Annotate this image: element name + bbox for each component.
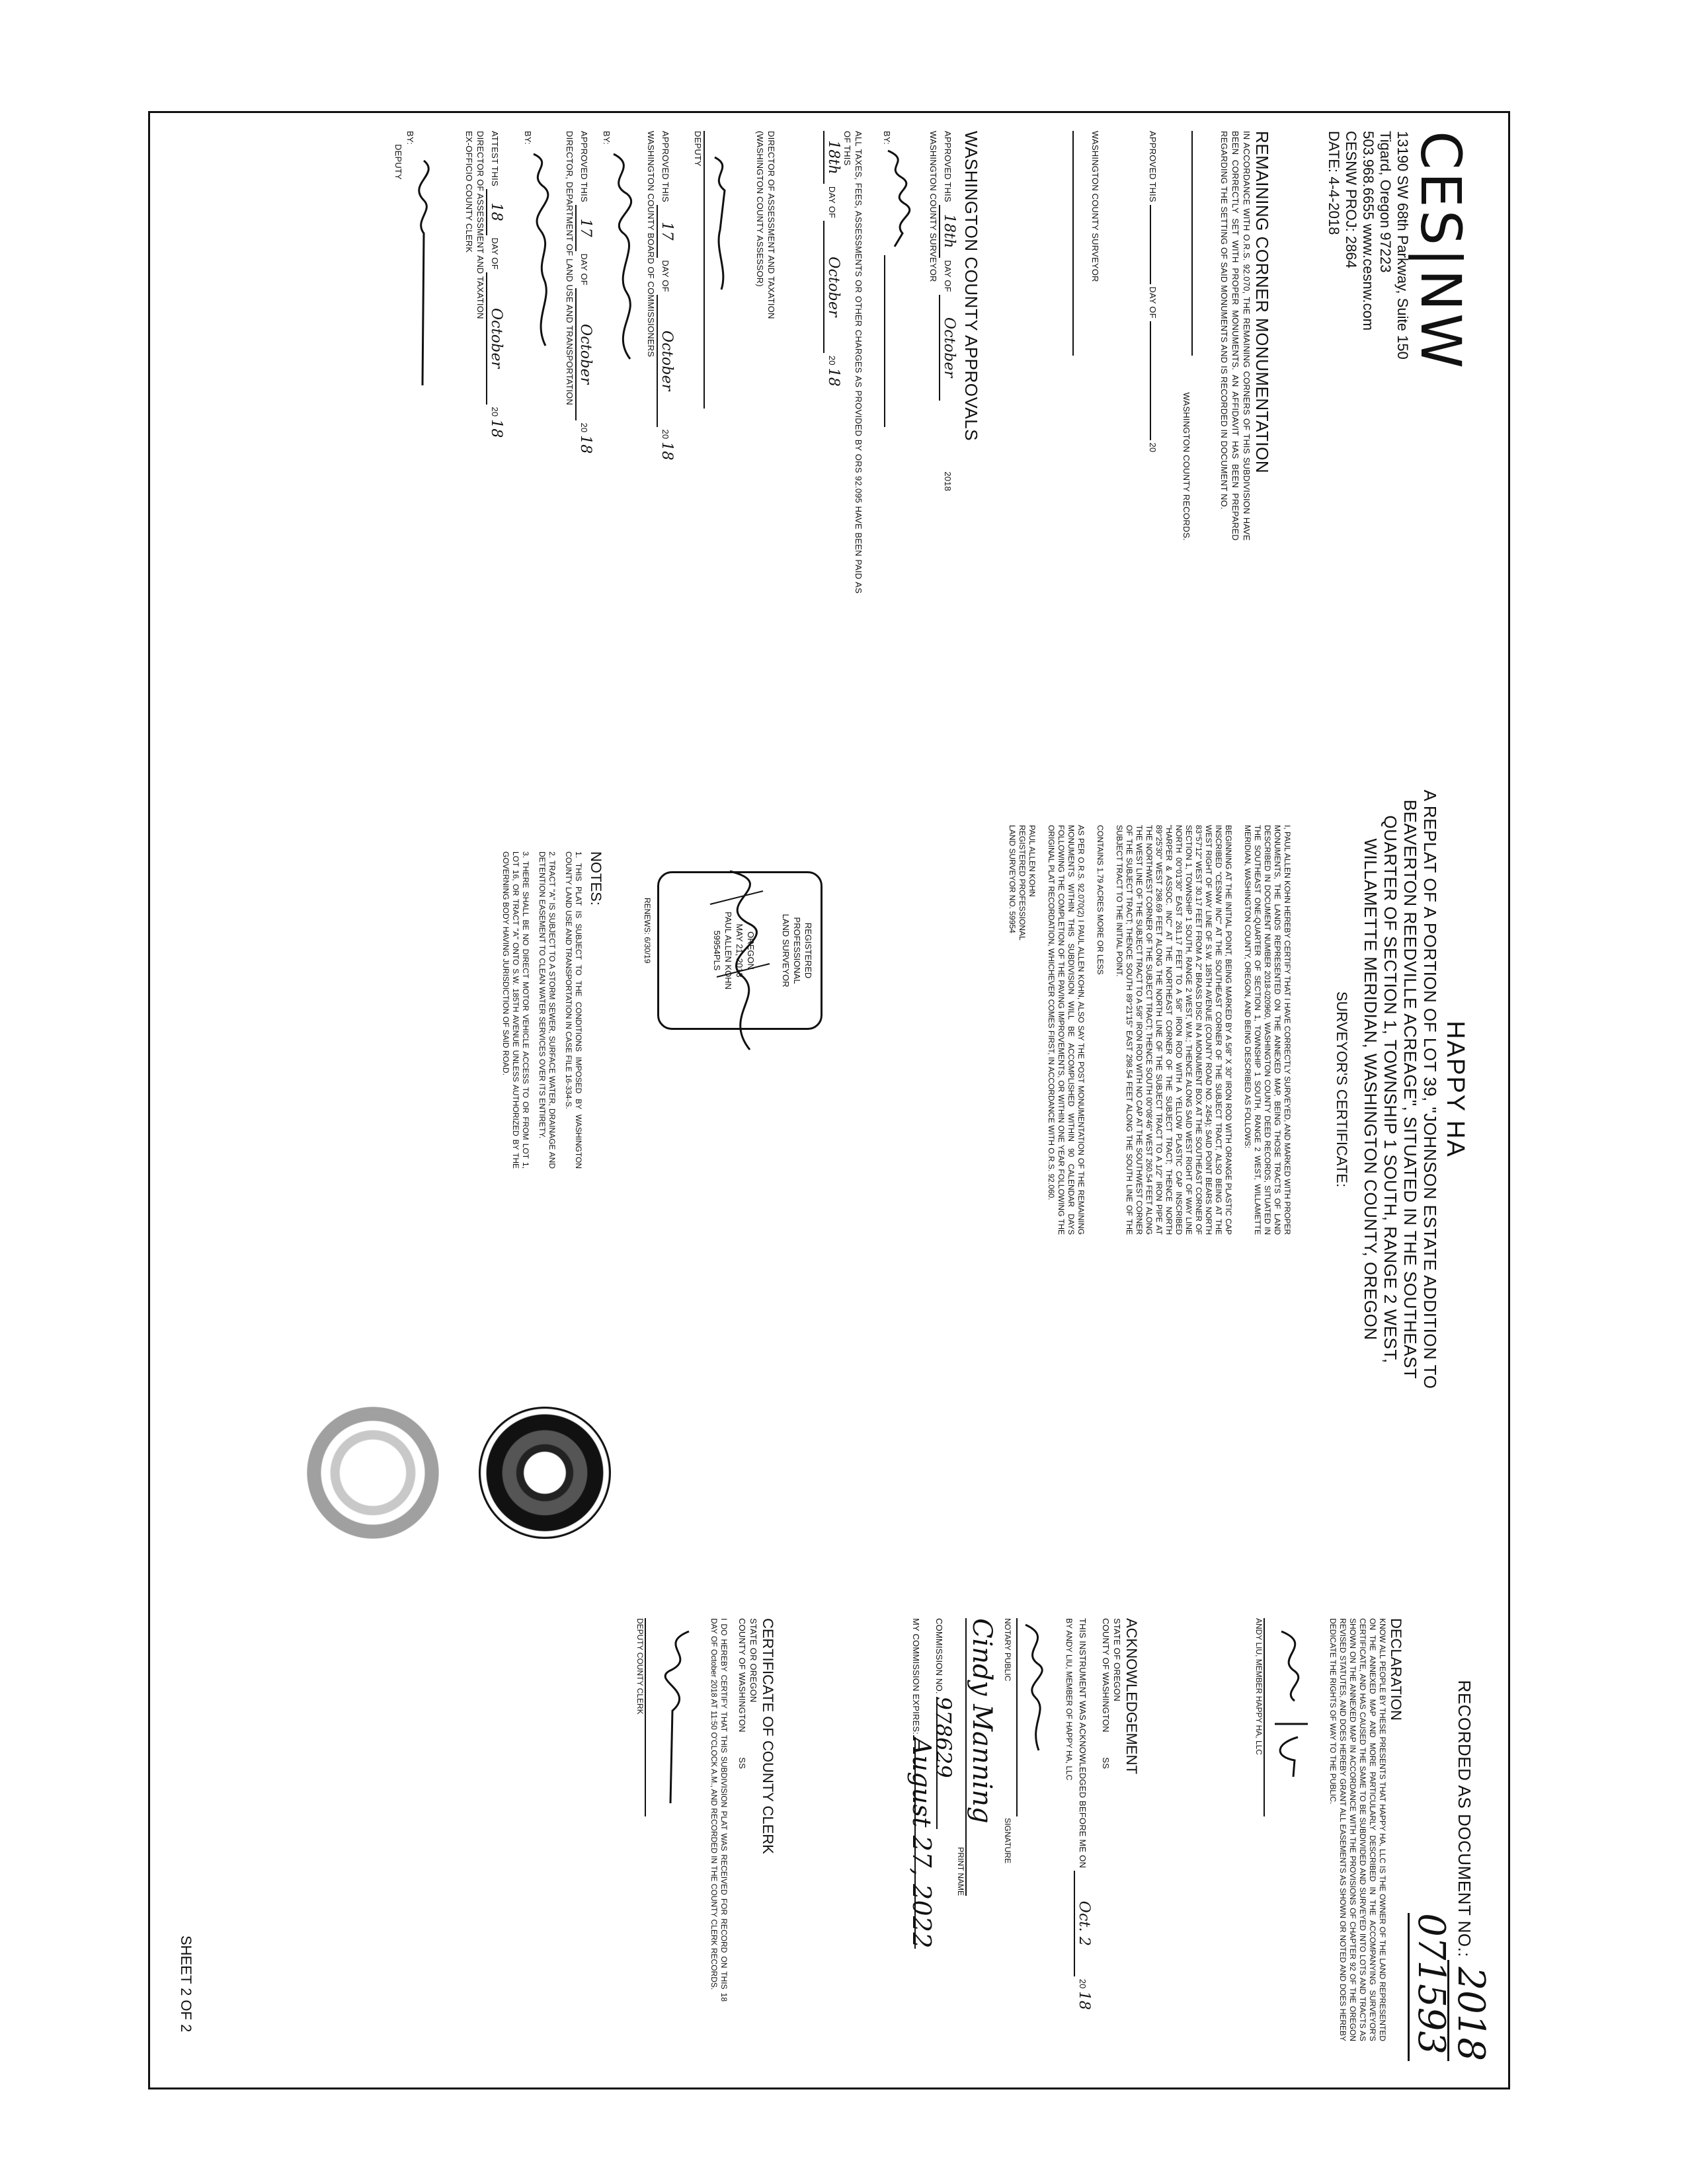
document-no-line [1191, 131, 1193, 356]
owner-signature [1268, 1618, 1321, 1830]
board-day: 17 [657, 205, 675, 258]
declaration-section [1254, 1618, 1404, 2041]
day-of-label: DAY OF [490, 237, 500, 270]
stamp-line-7: 59954PLS [712, 930, 722, 971]
day-of-label: DAY OF [943, 260, 953, 292]
year-prefix: 20 [827, 355, 837, 366]
clerk-deputy-signature [404, 147, 444, 425]
county-surveyor-label-2: WASHINGTON COUNTY SURVEYOR [928, 131, 938, 282]
acknowledgement-section [907, 1618, 1140, 2041]
taxes-year: 18 [825, 368, 842, 387]
clerk-title: CERTIFICATE OF COUNTY CLERK [760, 1618, 776, 1854]
day-of-label: DAY OF [579, 253, 589, 286]
taxes-day: 18th [823, 131, 842, 184]
surveyor-title-1: REGISTERED PROFESSIONAL [1018, 825, 1027, 941]
surveyor-cert-p3: AS PER O.R.S. 92.070(2) I PAUL ALLEN KOHN, ALSO SAY THE POST MONUMENTATION OF THE REMAINING MONUMENTS WITHIN THIS SUBDIVISION WILL BE ACCOMPLISHED WITHIN 90 CALENDAR DAYS FOLLOWING THE COMPLETION OF THE PAVING IMPROVEMENTS, OR WITHIN ONE YEAR FOLLOWING THE ORIGINAL PLAT RECORDATION, WHICHEVER COMES FIRST, IN ACCORDANCE WITH O.R.S. 92.060. [1047, 825, 1086, 1235]
surveyor-stamp-signature [697, 865, 789, 1063]
clerk-state: STATE OR OREGON [748, 1618, 758, 1703]
sheet-number: SHEET 2 OF 2 [178, 1935, 194, 2033]
recorded-number: 2018 071593 [1408, 1913, 1492, 2061]
surveyor-title-2: LAND SURVEYOR NO. 59954 [1008, 825, 1017, 933]
clerk-county: COUNTY OF WASHINGTON [737, 1618, 747, 1733]
recorded-block [1411, 1612, 1490, 2061]
rotated-sheet [148, 111, 1510, 2089]
stamp-line-1: REGISTERED [803, 922, 813, 979]
year-prefix: 20 [1148, 442, 1158, 453]
firm-block [1325, 131, 1473, 501]
signature-label: SIGNATURE [1003, 1818, 1012, 1864]
stamp-renews: RENEWS: 6/30/19 [643, 898, 652, 964]
commission-expires: August 27, 2022 [907, 1736, 936, 1949]
approval-year: 2018 [943, 471, 953, 492]
notes-section [501, 851, 604, 1169]
plat-description-1: A REPLAT OF A PORTION OF LOT 39, "JOHNSON ESTATE ADDITION TO [1420, 789, 1440, 1389]
day-of-label: DAY OF [827, 186, 837, 219]
deputy-label-2: DEPUTY [393, 144, 403, 180]
board-label: WASHINGTON COUNTY BOARD OF COMMISSIONERS [646, 131, 656, 358]
firm-address-2: Tigard, Oregon 97223 [1377, 131, 1394, 273]
director-at-label: DIRECTOR OF ASSESSMENT AND TAXATION [475, 131, 485, 319]
commission-expires-label: MY COMMISSION EXPIRES: [911, 1618, 921, 1735]
approval-day: 18th [939, 205, 957, 258]
plat-name: HAPPY HA [1441, 1021, 1469, 1158]
remaining-corner-records: WASHINGTON COUNTY RECORDS. [1182, 392, 1191, 541]
recorded-label: RECORDED AS DOCUMENT NO.: [1455, 1680, 1474, 1958]
notary-signature [1012, 1618, 1059, 1816]
board-year: 18 [659, 442, 675, 461]
notary-public-label: NOTARY PUBLIC [1003, 1618, 1012, 1682]
firm-logo: CES|NW [1408, 131, 1473, 371]
board-month: October [657, 295, 675, 427]
declaration-signer: ANDY LIU, MEMBER HAPPY HA, LLC [1254, 1618, 1264, 1755]
ack-by: BY ANDY LIU, MEMBER OF HAPPY HA, LLC [1064, 1618, 1074, 1781]
stamp-line-5: MAY 21, 2013 [735, 923, 744, 978]
clerk-text: I DO HEREBY CERTIFY THAT THIS SUBDIVISION PLAT WAS RECEIVED FOR RECORD ON THIS 18 DAY OF October 2018 AT 11:50 O'CLOCK A.M., AND RECORDED IN THE COUNTY CLERK RECORDS. [709, 1618, 729, 2002]
attest-month: October [486, 272, 504, 405]
firm-phone-web: 503.968.6655 www.cesnw.com [1360, 131, 1377, 331]
surveyor-cert-contains: CONTAINS 1.79 ACRES MORE OR LESS [1096, 825, 1105, 975]
ack-year-prefix: 20 [1078, 1978, 1088, 1989]
stamp-line-6: PAUL ALLEN KOHN [723, 912, 733, 990]
surveyor-name: PAUL ALLEN KOHN [1027, 825, 1037, 897]
remaining-corner-section [1090, 131, 1272, 541]
notary-seal [479, 1407, 611, 1539]
stamp-line-4: OREGON [746, 931, 756, 970]
attest-label: ATTEST THIS [490, 131, 500, 186]
county-approvals-title: WASHINGTON COUNTY APPROVALS [961, 131, 981, 442]
surveyor-sign-line [1072, 131, 1074, 356]
attest-year: 18 [488, 419, 504, 438]
taxes-paid-text: ALL TAXES, FEES, ASSESSMENTS OR OTHER CHARGES AS PROVIDED BY ORS 92.095 HAVE BEEN PAID AS OF THIS [842, 131, 863, 594]
stamp-line-3: LAND SURVEYOR [781, 914, 791, 988]
director-lut-label: DIRECTOR, DEPARTMENT OF LAND USE AND TRANSPORTATION [565, 131, 575, 405]
surveyor-certificate [1007, 825, 1292, 1235]
firm-date: DATE: 4-4-2018 [1326, 131, 1342, 235]
note-3: 3. THERE SHALL BE NO DIRECT MOTOR VEHICLE ACCESS TO OR FROM LOT 1, LOT 16, OR TRACT "A" ONTO S.W. 185TH AVENUE UNLESS AUTHORIZED BY THE GOVERNING BODY HAVING JURISDICTION OF SAID ROAD. [501, 851, 530, 1169]
embossed-seal [307, 1407, 439, 1539]
by-label: BY: [882, 131, 892, 145]
commission-no: 978629 [936, 1697, 949, 1829]
clerk-ss: SS [737, 1757, 747, 1770]
county-approvals-section: WASHINGTON COUNTY APPROVALS APPROVED THIS 18th DAY OF October 2018 WASHINGTON COUNTY SURVEYOR BY: ALL TAXES, FEES, ASSESSMENTS OR OTHER CHARGES AS PROVIDED BY ORS 92.095 HAVE BEEN PAID AS OF THIS 18th DAY OF October 20 18 DIRECTOR OF ASSESSMENT AND TAXATION (WASHINGTON COUNTY ASSESSOR) DEPUTY APPROVED THIS 17 DAY OF October 20 18 WASHINGTON COUNTY BOARD OF COMMISSIONERS BY: APPROVED THIS 17 DAY OF October 20 18 DIRECTOR, DEPARTMENT OF LAND USE AND TRANSPORTATION BY: ATTEST THIS 18 DAY OF October 20 18 DIRECTOR OF ASSESSMENT AND TAXATION EX-OFFICIO COUNTY CLERK BY: DEPUTY [393, 131, 981, 594]
declaration-title: DECLARATION [1388, 1618, 1404, 1721]
assessor-label: (WASHINGTON COUNTY ASSESSOR) [755, 131, 765, 287]
lut-year: 18 [577, 435, 594, 454]
ack-ss: SS [1101, 1757, 1111, 1770]
lut-day: 17 [575, 205, 594, 251]
title-block [1333, 732, 1470, 1446]
remaining-corner-text: IN ACCORDANCE WITH O.R.S. 92.070, THE REMAINING CORNERS OF THIS SUBDIVISION HAVE BEEN CORRECTLY SET WITH PROPER MONUMENTS. AN AFFIDAVIT HAS BEEN PREPARED REGARDING THE SETTING OF SAID MONUMENTS AND IS RECORDED IN DOCUMENT NO. [1219, 131, 1252, 541]
attest-day: 18 [486, 189, 504, 235]
ack-year: 18 [1076, 1991, 1092, 2010]
remaining-corner-title: REMAINING CORNER MONUMENTATION [1252, 131, 1272, 474]
lut-month: October [575, 288, 594, 420]
notes-title: NOTES: [588, 851, 604, 906]
ack-county: COUNTY OF WASHINGTON [1101, 1618, 1111, 1733]
surveyor-cert-p1: I, PAUL ALLEN KOHN HEREBY CERTIFY THAT I HAVE CORRECTLY SURVEYED, AND MARKED WITH PROPER MONUMENTS, THE LANDS REPRESENTED ON THE ANNEXED MAP, BEING THOSE TRACTS OF LAND DESCRIBED IN DOCUMENT NUMBER 2018-020960, WASHINGTON COUNTY DEED RECORDS, SITUATED IN THE SOUTHEAST ONE-QUARTER OF SECTION 1, TOWNSHIP 1 SOUTH, RANGE 2 WEST, WILLAMETTE MERIDIAN, WASHINGTON COUNTY, OREGON, AND BEING DESCRIBED AS FOLLOWS: [1243, 825, 1292, 1235]
county-clerk-section [635, 1618, 776, 2041]
director-assessment-label: DIRECTOR OF ASSESSMENT AND TAXATION [766, 131, 776, 319]
county-surveyor-label: WASHINGTON COUNTY SURVEYOR [1090, 131, 1100, 282]
surveyor-cert-title: SURVEYOR'S CERTIFICATE: [1334, 991, 1350, 1188]
approval-month: October [939, 295, 957, 401]
deputy-label: DEPUTY [693, 131, 703, 167]
firm-address-1: 13190 SW 68th Parkway, Suite 150 [1394, 131, 1411, 360]
approved-this-label: APPROVED THIS [943, 131, 953, 202]
ack-title: ACKNOWLEDGEMENT [1123, 1618, 1140, 1774]
board-signature [600, 147, 640, 399]
approved-this-label: APPROVED THIS [579, 131, 589, 202]
clerk-signature [649, 1618, 702, 1830]
day-of-label: DAY OF [661, 260, 670, 292]
approved-this-label: APPROVED THIS [1148, 131, 1158, 202]
note-2: 2. TRACT "A" IS SUBJECT TO A STORM SEWER, SURFACE WATER, DRAINAGE AND DETENTION EASEMENT TO CLEAN WATER SERVICES OVER ITS ENTIRETY. [538, 851, 557, 1169]
stamp-line-2: PROFESSIONAL [792, 917, 802, 984]
ack-text: THIS INSTRUMENT WAS ACKNOWLEDGED BEFORE ME ON [1078, 1618, 1088, 1869]
plat-description-2: BEAVERTON REEDVILLE ACREAGE", SITUATED IN THE SOUTHEAST [1400, 799, 1420, 1380]
surveyor-signature [881, 147, 914, 253]
declaration-text: KNOW ALL PEOPLE BY THESE PRESENTS THAT HAPPY HA, LLC IS THE OWNER OF THE LAND REPRESENTED ON THE ANNEXED MAP AND MORE PARTICULARLY DESCRIBED IN THE ACCOMPANYING SURVEYOR'S CERTIFICATE, AND HAS CAUSED THE SAME TO BE SUBDIVIDED AND SURVEYED INTO LOTS AND TRACTS AS SHOWN ON THE ANNEXED MAP IN ACCORDANCE WITH THE PROVISIONS OF CHAPTER 92 OF THE OREGON REVISED STATUTES, AND DOES HEREBY GRANT ALL EASEMENTS AS SHOWN OR NOTED AND DOES HEREBY DEDICATE THE RIGHTS OF WAY TO THE PUBLIC. [1328, 1618, 1387, 2041]
firm-project: CESNW PROJ: 2864 [1343, 131, 1359, 268]
note-1: 1. THIS PLAT IS SUBJECT TO THE CONDITIONS IMPOSED BY WASHINGTON COUNTY LAND USE AND TRANSPORTATION IN CASE FILE 16-334-S. [564, 851, 583, 1169]
commission-no-label: COMMISSION NO. [934, 1618, 944, 1694]
notary-print-name: Cindy Manning [965, 1618, 997, 1896]
clerk-deputy-label: DEPUTY COUNTY CLERK [635, 1618, 645, 1715]
surveyor-cert-p2: BEGINNING AT THE INITIAL POINT, BEING MARKED BY A 5/8" X 30" IRON ROD WITH ORANGE PLASTIC CAP INSCRIBED "CESNW INC" AT THE SOUTHEAST CORNER OF THE SUBJECT TRACT, ALSO BEING AT THE WEST RIGHT OF WAY LINE OF S.W. 185TH AVENUE (COUNTY ROAD NO. 2454); SAID POINT BEARS NORTH 83°57'12" WEST 30.17 FEET FROM A 2" BRASS DISC IN A MONUMENT BOX AT THE SOUTHEAST CORNER OF SECTION 1, TOWNSHIP 1 SOUTH, RANGE 2 WEST, W.M.; THENCE ALONG SAID WEST RIGHT OF WAY LINE NORTH 00°01'30" EAST 261.17 FEET TO A 5/8" IRON ROD WITH A YELLOW PLASTIC CAP INSCRIBED "HARPER & ASSOC. INC" AT THE NORTHEAST CORNER OF THE SUBJECT TRACT; THENCE NORTH 89°25'30" WEST 298.69 FEET ALONG THE NORTH LINE OF THE SUBJECT TRACT TO A 1/2" IRON PIPE AT THE NORTHWEST CORNER OF THE SUBJECT TRACT; THENCE SOUTH 00°08'46" WEST 260.54 FEET ALONG THE WEST LINE OF THE SUBJECT TRACT TO A 5/8" IRON ROD WITH NO CAP AT THE SOUTHWEST CORNER OF THE SUBJECT TRACT; THENCE SOUTH 89°21'15" EAST 298.54 FEET ALONG THE SOUTH LINE OF THE SUBJECT TRACT TO THE INITIAL POINT. [1115, 825, 1233, 1235]
ex-officio-label: EX-OFFICIO COUNTY CLERK [464, 131, 474, 253]
ack-state: STATE OF OREGON [1112, 1618, 1122, 1702]
assessor-signature [708, 131, 735, 369]
print-name-label: PRINT NAME [956, 1847, 965, 1896]
taxes-month: October [823, 221, 842, 353]
day-of-label: DAY OF [1148, 286, 1158, 319]
approved-this-label: APPROVED THIS [661, 131, 670, 202]
plat-description-3: QUARTER OF SECTION 1, TOWNSHIP 1 SOUTH, RANGE 2 WEST, [1381, 815, 1400, 1364]
lut-signature [522, 147, 559, 385]
plat-description-4: WILLAMETTE MERIDIAN, WASHINGTON COUNTY, OREGON [1361, 838, 1381, 1341]
ack-date: Oct. 2 [1074, 1871, 1092, 1976]
